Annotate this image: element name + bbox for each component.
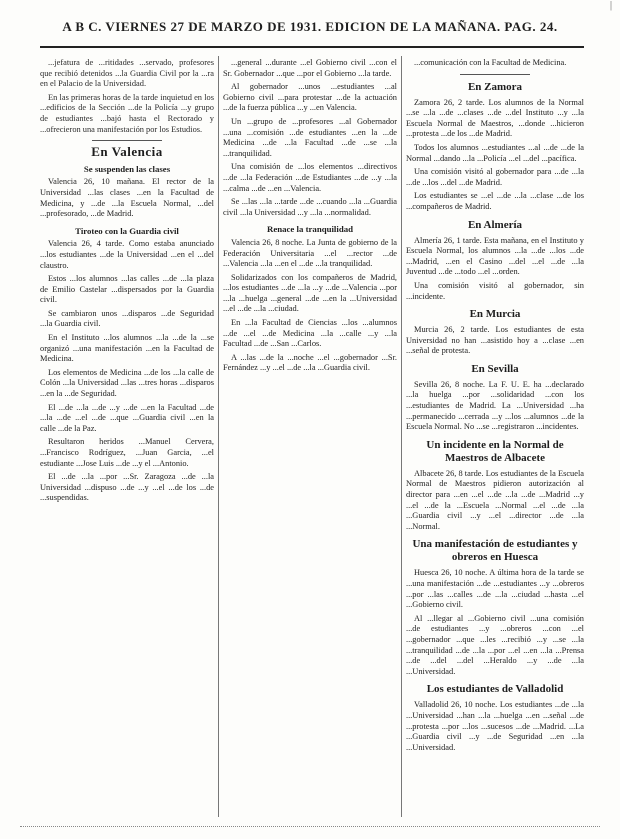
section-title-almeria: En Almería — [467, 218, 523, 231]
section-title-valencia: En Valencia — [91, 144, 163, 160]
paragraph: En ...la Facultad de Ciencias ...los ...alumnos ...de ...el ...de Medicina ...la ...calle ...y ...la Facultad ...de ...San ...Carlos. — [223, 318, 397, 349]
paragraph: Una comisión de ...los elementos ...directivos ...de ...la Federación ...de Estudiantes ...de ...y ...la ...calma ...de ...en ...Valencia. — [223, 162, 397, 193]
paragraph: Al gobernador ...unos ...estudiantes ...al Gobierno civil ...para protestar ...de la actuación ...de la fuerza pública ...y ...en Valencia. — [223, 82, 397, 113]
paragraph: En el Instituto ...los alumnos ...la ...de la ...se organizó ...una manifestación ...en la Facultad de Medicina. — [40, 333, 214, 364]
paragraph: Valencia 26, 4 tarde. Como estaba anunciado ...los estudiantes ...de la Universidad ...en el ...del claustro. — [40, 239, 214, 270]
paragraph: Solidarizados con los compañeros de Madrid, ...los estudiantes ...de ...la ...y ...de ...Valencia ...por ...la ...huelga ...general ...de ...en la ...Universidad ...el ...de ...la ...ciudad. — [223, 272, 397, 314]
paragraph: Estos ...los alumnos ...las calles ...de ...la plaza de Emilio Castelar ...dispersados por la Guardia civil. — [40, 274, 214, 305]
edge-mark: | — [609, 0, 612, 11]
column-3 — [406, 58, 584, 817]
paragraph: Una comisión visitó al gobernador, sin ...incidente. — [406, 280, 584, 301]
footer-line — [20, 826, 600, 833]
header-rule — [40, 46, 584, 48]
paragraph: El ...de ...la ...por ...Sr. Zaragoza ...de ...la Universidad ...dispuso ...de ...y ...el ...de los ...de ...suspendidas. — [40, 472, 214, 503]
paragraph: Una comisión visitó al gobernador para ...de ...la ...de ...los ...del ...de Madrid. — [406, 167, 584, 187]
column-1 — [40, 58, 214, 817]
paragraph: El ...de ...la ...de ...y ...de ...en la Facultad ...de ...la ...de ...el ...de ...que ...Guardia civil ...en la calle ...de la Paz. — [40, 402, 214, 433]
paragraph: ...comunicación con la Facultad de Medicina. — [414, 58, 567, 67]
separator — [92, 140, 162, 141]
paragraph: Murcia 26, 2 tarde. Los estudiantes de esta Universidad no han ...asistido hoy a ...clase ...en ...señal de protesta. — [406, 325, 584, 356]
paragraph: Un ...grupo de ...profesores ...al Gobernador ...una ...comisión ...de estudiantes ...en la ...de Medicina ...de ...la Facultad ...de ...se ...la ...tranquilidad. — [223, 116, 397, 158]
column-2 — [223, 58, 397, 817]
section-title-sevilla: En Sevilla — [471, 362, 519, 375]
paragraph: Zamora 26, 2 tarde. Los alumnos de la Normal ...se ...la ...de ...clases ...de ...del Instituto ...y ...la Escuela Normal de Maestros, ...donde ...hicieron ...protesta ...de los ...de Madrid. — [406, 97, 584, 139]
section-title-zamora: En Zamora — [467, 80, 523, 93]
paragraph: Valencia 26, 10 mañana. El rector de la Universidad ...las clases ...en la Facultad de Medicina, y ...de ...la Escuela Normal, ...del ...profesorado, ...de Madrid. — [40, 177, 214, 219]
paragraph: A ...las ...de la ...noche ...el ...gobernador ...Sr. Fernández ...y ...el ...de ...la ...Guardia civil. — [223, 352, 397, 373]
paragraph: Los elementos de Medicina ...de los ...la calle de Colón ...la Universidad ...las ...tres horas ...disparos ...en la ...de Seguridad. — [40, 367, 214, 399]
paragraph: Al ...llegar al ...Gobierno civil ...una comisión ...de estudiantes ...y ...obreros ...con ...el ...gobernador ...que ...les ...recibió ...y ...se ...la ...tranquilidad ...de ...la ...por ...el ...en ...la ...Prensa ...de ...del ...del ...Heraldo ...y ...de ...la ...Universidad. — [406, 613, 584, 676]
paragraph: Valladolid 26, 10 noche. Los estudiantes ...de ...la ...Universidad ...han ...la ...huelga ...en ...señal ...de ...protesta ...por ...los ...sucesos ...de ...Madrid. ...La ...Guardia civil ...y ...de Seguridad ...en ...la ...Universidad. — [406, 700, 584, 752]
paragraph: Valencia 26, 8 noche. La Junta de gobierno de la Federación Universitaria ...el ...rector ...de ...Valencia ...la ...en el ...de ...la tranquilidad. — [223, 237, 397, 269]
subhead-clases: Se suspenden las clases — [83, 163, 171, 174]
paragraph: Todos los alumnos ...estudiantes ...al ...de ...de la Normal ...dando ...la ...Policía ...el ...del ...pacífica. — [406, 142, 584, 163]
paragraph: Resultaron heridos ...Manuel Cervera, ...Francisco Rodríguez, ...Juan Garcia, ...el estudiante ...Jose Luis ...de ...y el ...Antonio. — [40, 437, 214, 468]
column-divider-2 — [401, 56, 402, 817]
paragraph: Se cambiaron unos ...disparos ...de Seguridad ...la Guardia civil. — [40, 308, 214, 329]
paragraph: Los estudiantes se ...el ...de ...la ...clase ...de los ...compañeros de Madrid. — [406, 191, 584, 211]
paragraph: Albacete 26, 8 tarde. Los estudiantes de la Escuela Normal de Maestros pidieron autorización al director para ...en ...el ...de ...la ...de ...Madrid ...y ...el ...de la ...Escuela ...Normal ...el ...de ...la ...Guardia civil ...y ...el ...director ...de ...la ...Normal. — [406, 468, 584, 531]
paragraph: ...jefatura de ...ritidades ...servado, profesores que recibió detenidos ...la Guardia Civil por la ...ra en el Palacio de la Universidad. — [40, 58, 214, 89]
subhead-tiroteo: Tiroteo con la Guardia civil — [75, 225, 179, 236]
section-title-murcia: En Murcia — [469, 308, 521, 321]
paragraph: Sevilla 26, 8 noche. La F. U. E. ha ...declarado ...la huelga ...por ...solidaridad ...con los ...estudiantes de Madrid. La ...Universidad ...ha ...permanecido ...cerrada ...y ...los ...alumnos ...de la Escuela Normal. No ...se ...registraron ...incidentes. — [406, 379, 584, 432]
paragraph: ...general ...durante ...el Gobierno civil ...con el Sr. Gobernador ...que ...por el Gobierno ...la tarde. — [223, 58, 397, 78]
column-divider-1 — [218, 56, 219, 817]
paragraph: Se ...las ...la ...tarde ...de ...cuando ...la ...Guardia civil ...la Universidad ...y ...la ...normalidad. — [223, 197, 397, 217]
subhead-tranquilidad: Renace la tranquilidad — [266, 224, 354, 235]
page-header — [40, 16, 580, 46]
paragraph: Huesca 26, 10 noche. A última hora de la tarde se ...una manifestación ...de ...estudiantes ...y ...obreros ...por ...las ...calles ...de ...la ...ciudad ...hasta ...el ...Gobierno civil. — [406, 568, 584, 610]
header-title: A B C. VIERNES 27 DE MARZO DE 1931. EDICION DE LA MAÑANA. PAG. 24. — [62, 19, 558, 34]
section-title-huesca: Una manifestación de estudiantes y obreros en Huesca — [412, 538, 578, 564]
paragraph: Almería 26, 1 tarde. Esta mañana, en el Instituto y Escuela Normal, los alumnos ...la ...de ...los ...de ...Madrid, ...en el Casino ...del ...el ...de ...la Juventud ...de ...todo ...el ...orden. — [406, 235, 584, 277]
section-title-albacete: Un incidente en la Normal de Maestros de Albacete — [426, 438, 564, 464]
section-title-valladolid: Los estudiantes de Valladolid — [426, 683, 564, 696]
paragraph: En las primeras horas de la tarde inquietud en los ...edificios de la Sección ...de la Policía ...y grupo de estudiantes ...bajó hasta el Rectorado y ...ofrecieron una manifestación por los Estudios. — [40, 92, 214, 134]
separator — [460, 74, 530, 75]
